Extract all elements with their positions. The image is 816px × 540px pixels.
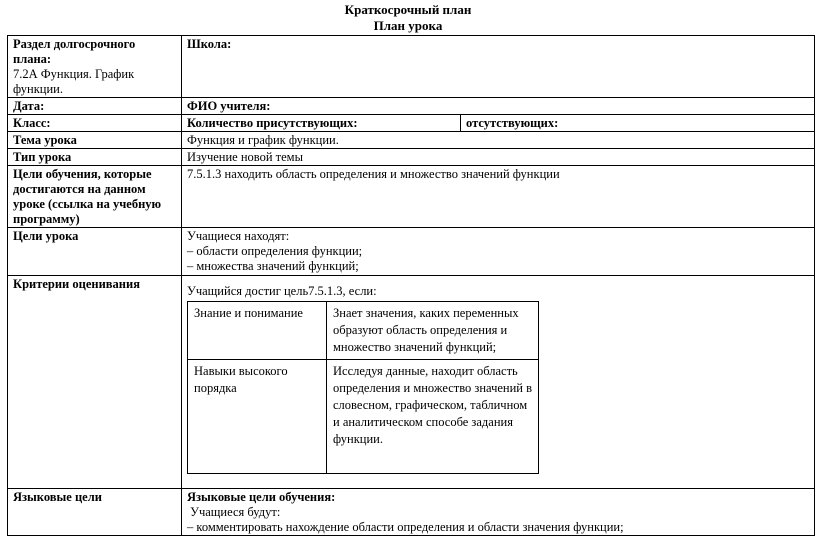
type-value: Изучение новой темы	[182, 149, 815, 166]
topic-value: Функция и график функции.	[182, 132, 815, 149]
language-heading: Языковые цели обучения:	[187, 490, 336, 504]
criteria-descriptor: Исследуя данные, находит область определения и множество значений в словесном, графическом, табличном и аналитическом способе задания функции.	[327, 360, 539, 474]
criteria-descriptor: Знает значения, каких переменных образуют область определения и множество значений функций;	[327, 302, 539, 360]
lesson-plan-table	[7, 35, 815, 536]
criteria-row	[188, 302, 539, 360]
language-label: Языковые цели	[8, 489, 182, 536]
criteria-table	[187, 301, 539, 474]
criteria-cell	[182, 276, 815, 489]
goals-intro: Учащиеся находят:	[187, 229, 290, 243]
criteria-skill: Навыки высокого порядка	[188, 360, 327, 474]
goals-label: Цели урока	[8, 228, 182, 276]
date-label: Дата:	[8, 98, 182, 115]
row-goals	[8, 228, 815, 276]
section-cell	[8, 36, 182, 98]
section-value: 7.2А Функция. График функции.	[13, 67, 135, 96]
section-label: Раздел долгосрочного плана:	[13, 37, 136, 66]
language-cell	[182, 489, 815, 536]
class-label: Класс:	[8, 115, 182, 132]
document-title: Краткосрочный план	[344, 2, 472, 17]
objectives-label: Цели обучения, которые достигаются на данном уроке (ссылка на учебную программу)	[8, 166, 182, 228]
language-intro: Учащиеся будут:	[187, 505, 281, 519]
objectives-value: 7.5.1.3 находить область определения и множество значений функции	[182, 166, 815, 228]
criteria-row	[188, 360, 539, 474]
school-cell	[182, 36, 815, 98]
teacher-label: ФИО учителя:	[182, 98, 815, 115]
row-objectives	[8, 166, 815, 228]
document-subtitle: План урока	[373, 18, 443, 33]
row-language	[8, 489, 815, 536]
type-label: Тип урока	[8, 149, 182, 166]
criteria-skill: Знание и понимание	[188, 302, 327, 360]
goals-cell	[182, 228, 815, 276]
school-label: Школа:	[187, 37, 232, 51]
topic-label: Тема урока	[8, 132, 182, 149]
language-item: – комментировать нахождение области определения и области значения функции;	[187, 520, 624, 534]
absent-label: отсутствующих:	[461, 115, 815, 132]
row-date	[8, 98, 815, 115]
row-topic	[8, 132, 815, 149]
goals-item: – области определения функции;	[187, 244, 363, 258]
criteria-intro: Учащийся достиг цель7.5.1.3, если:	[187, 284, 377, 298]
row-section	[8, 36, 815, 98]
present-label: Количество присутствующих:	[182, 115, 461, 132]
row-type	[8, 149, 815, 166]
row-criteria	[8, 276, 815, 489]
row-class	[8, 115, 815, 132]
goals-item: – множества значений функций;	[187, 259, 359, 273]
criteria-label: Критерии оценивания	[8, 276, 182, 489]
